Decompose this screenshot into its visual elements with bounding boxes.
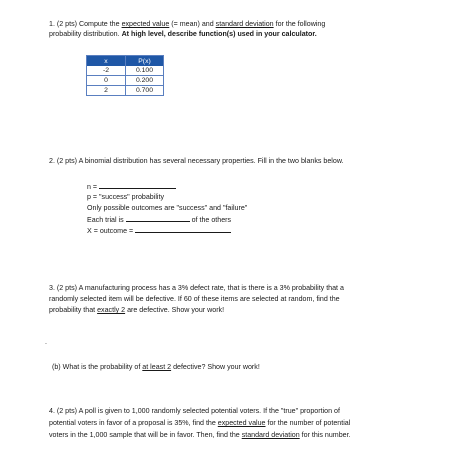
q3b-text: defective? Show your work! (171, 363, 260, 371)
table-cell-px: 0.700 (126, 86, 164, 96)
n-answer-blank[interactable] (99, 181, 176, 189)
q1-instruction-bold: At high level, describe function(s) used in your calculator. (121, 30, 317, 38)
q2-trial-line (87, 214, 231, 225)
q1-line1 (49, 19, 325, 29)
q1-text: (= mean) and (169, 20, 216, 28)
q4-expected-value-term: expected value (217, 419, 266, 427)
table-row (87, 76, 164, 86)
q3-part-b (52, 362, 260, 372)
q2-n-line (87, 181, 176, 192)
q3-line2: randomly selected item will be defective. If 60 of these items are selected at random, find the (49, 295, 340, 303)
q4-text: for this number. (299, 431, 351, 439)
q3-exactly-2-term: exactly 2 (97, 306, 126, 314)
table-cell-px: 0.200 (126, 76, 164, 86)
q2-n-label: n = (87, 183, 98, 191)
table-header-px: P(x) (126, 56, 164, 67)
q2-line1: 2. (2 pts) A binomial distribution has several necessary properties. Fill in the two blanks below. (49, 157, 344, 165)
q4-standard-deviation-term: standard deviation (241, 431, 300, 439)
q2-outcomes-line: Only possible outcomes are "success" and "failure" (87, 204, 248, 212)
q4-line2 (49, 418, 350, 428)
table-cell-x: -2 (87, 66, 126, 76)
table-header-row (87, 56, 164, 67)
q3b-text: (b) What is the probability of (52, 363, 143, 371)
q4-text: for the number of potential (265, 419, 351, 427)
q1-expected-value-term: expected value (121, 20, 170, 28)
table-cell-x: 2 (87, 86, 126, 96)
stray-dot: . (45, 338, 47, 346)
q4-text: voters in the 1,000 sample that will be in favor. Then, find the (49, 431, 242, 439)
q1-line2 (49, 29, 317, 39)
table-cell-px: 0.100 (126, 66, 164, 76)
q2-x-line (87, 225, 231, 236)
probability-table (86, 55, 164, 96)
independent-answer-blank[interactable] (126, 214, 190, 222)
table-cell-x: 0 (87, 76, 126, 86)
q4-line3 (49, 430, 351, 440)
q1-text: probability distribution. (49, 30, 122, 38)
q4-line1: 4. (2 pts) A poll is given to 1,000 randomly selected potential voters. If the "true" proportion of (49, 407, 340, 415)
q1-text: for the following (273, 20, 326, 28)
q3-line1: 3. (2 pts) A manufacturing process has a 3% defect rate, that is there is a 3% probability that a (49, 284, 344, 292)
q3b-at-least-2-term: at least 2 (142, 363, 172, 371)
table-header-x: x (87, 56, 126, 67)
x-outcome-blank[interactable] (135, 225, 231, 233)
table-row (87, 86, 164, 96)
q2-trial-text: Each trial is (87, 216, 126, 224)
q1-text: 1. (2 pts) Compute the (49, 20, 122, 28)
q3-line3 (49, 305, 224, 315)
q1-standard-deviation-term: standard deviation (215, 20, 274, 28)
q2-trial-text: of the others (189, 216, 232, 224)
q4-text: potential voters in favor of a proposal is 35%, find the (49, 419, 218, 427)
q3-text: probability that (49, 306, 98, 314)
q3-text: are defective. Show your work! (125, 306, 225, 314)
q2-p-line: p = "success" probability (87, 193, 164, 201)
q2-x-label: X = outcome = (87, 227, 134, 235)
table-row (87, 66, 164, 76)
